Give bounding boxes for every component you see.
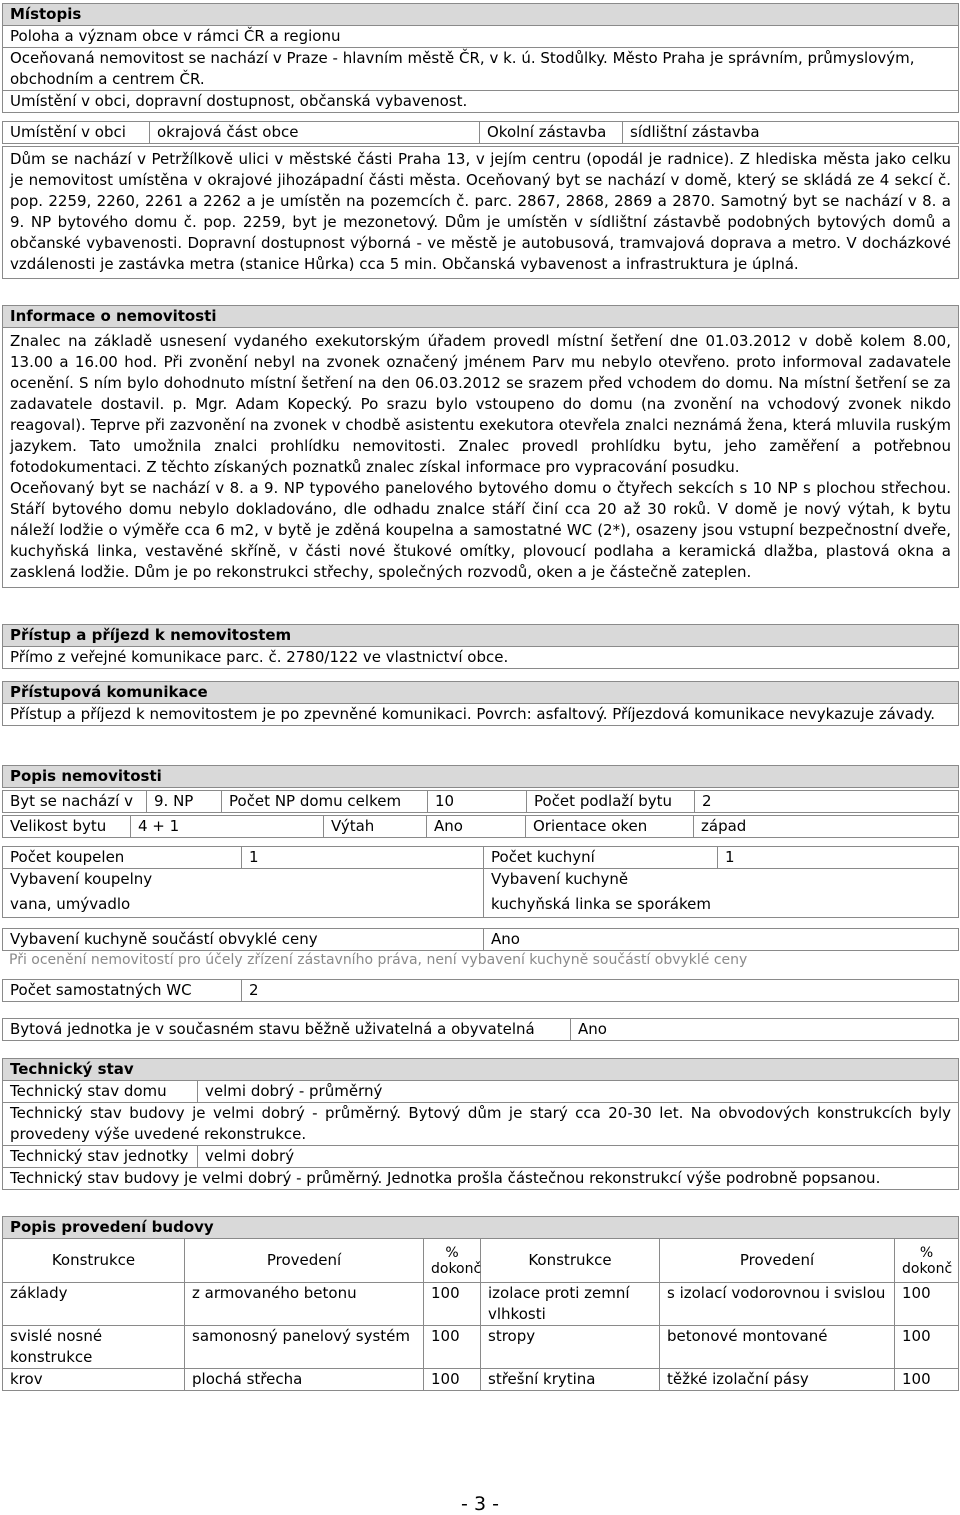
row-0-pct-2: 100 <box>895 1283 959 1326</box>
umisteni-value: okrajová část obce <box>150 122 480 144</box>
tech-jednotka-label: Technický stav jednotky <box>3 1146 198 1168</box>
byt-value: 9. NP <box>147 791 222 813</box>
col-konstrukce-2: Konstrukce <box>481 1239 660 1283</box>
technicky-section <box>2 1058 959 1190</box>
mistopis-description-table <box>2 146 959 279</box>
informace-section <box>2 305 959 588</box>
obvykle-note: Při ocenění nemovitostí pro účely zřízení zástavního práva, není vybavení kuchyně součástí obvyklé ceny <box>9 952 748 968</box>
col-pct-1 <box>424 1239 481 1283</box>
pristup-text: Přímo z veřejné komunikace parc. č. 2780/122 ve vlastnictví obce. <box>3 647 959 669</box>
row-2-pct-2: 100 <box>895 1369 959 1391</box>
kuchyni-label: Počet kuchyní <box>484 847 718 869</box>
uzivatelna-label: Bytová jednotka je v současném stavu běžně uživatelná a obyvatelná <box>3 1019 571 1041</box>
popis-heading: Popis nemovitosti <box>3 766 959 788</box>
table-row <box>3 1369 959 1391</box>
col-pct-bottom-2: dokonč <box>902 1260 953 1277</box>
row-0-konstrukce-2: izolace proti zemní vlhkosti <box>481 1283 660 1326</box>
row-0-pct-1: 100 <box>424 1283 481 1326</box>
vyb-koupelny-value: vana, umývadlo <box>10 895 131 913</box>
popis-uzivatelna <box>2 1018 959 1041</box>
obvykle-value: Ano <box>484 929 959 951</box>
row-1-pct-1: 100 <box>424 1326 481 1369</box>
tech-dum-label: Technický stav domu <box>3 1081 198 1103</box>
col-pct-bottom-1: dokonč <box>431 1260 482 1277</box>
poloha-heading: Poloha a význam obce v rámci ČR a regionu <box>3 26 959 48</box>
zastavba-label: Okolní zástavba <box>480 122 623 144</box>
vyb-kuchyne-label: Vybavení kuchyně <box>491 870 629 888</box>
vyb-kuchyne-value: kuchyňská linka se sporákem <box>491 895 711 913</box>
vytah-value: Ano <box>427 816 526 838</box>
col-konstrukce-1: Konstrukce <box>3 1239 185 1283</box>
col-provedeni-2: Provedení <box>660 1239 895 1283</box>
tech-dum-text: Technický stav budovy je velmi dobrý - průměrný. Bytový dům je starý cca 20-30 let. Na obvodových konstrukcích byly provedeny výše uvedené rekonstrukce. <box>3 1103 959 1146</box>
informace-paragraph-2: Oceňovaný byt se nachází v 8. a 9. NP typového panelového bytového domu o čtyřech sekcích s 10 NP s plochou střechou. Stáří bytového domu nebylo dokladováno, dle odhadu znalce stáří činí cca 20 až 30 roků. V domě je nový výtah, k bytu náleží lodžie o výměře cca 6 m2, v bytě je zděná koupelna a samostatné WC (2*), osazeny jsou vstupní bezpečnostní dveře, kuchyňská linka, vestavěné skříně, v části nové štukové omítky, plovoucí podlaha a keramická dlažba, plastová okna a zasklená lodžie. Dům je po rekonstrukci střechy, společných rozvodů, oken a je částečně zateplen. <box>10 479 951 581</box>
pristup-section <box>2 624 959 669</box>
row-1-provedeni-1: samonosný panelový systém <box>185 1326 424 1369</box>
popis-koupelna-kuchyne <box>2 846 959 918</box>
row-2-provedeni-1: plochá střecha <box>185 1369 424 1391</box>
informace-paragraph-1: Znalec na základě usnesení vydaného exekutorským úřadem provedl místní šetření dne 01.03.2012 v době kolem 8.00, 13.00 a 16.00 hod. Při zvonění nebyl na zvonek označený jménem Parv mu nebylo otevřeno. proto informoval zadavatele ocenění. S ním bylo dohodnuto místní šetření na den 06.03.2012 se srazem před vchodem do domu. Na místní šetření se za zadavatele dostavil. p. Mgr. Adam Kopecký. Po srazu bylo vstoupeno do domu (na zvonění na vchodový zvonek nikdo reagoval). Teprve při zazvonění na zvonek v chodbě asistentu exekutora otevřela znalci neznámá žena, která mluvila ruským jazykem. Tato umožnila znalci prohlídku nemovitosti. Znalec provedl prohlídku bytu, jeho zaměření a potřebnou fotodokumentaci. Z těchto získaných poznatků znalec získal informace pro vypracování posudku. <box>10 332 951 476</box>
komunikace-text: Přístup a příjezd k nemovitostem je po zpevněné komunikaci. Povrch: asfaltový. Příjezdová komunikace nevykazuje závady. <box>3 704 959 726</box>
velikost-label: Velikost bytu <box>3 816 131 838</box>
orientace-value: západ <box>694 816 959 838</box>
pristup-heading: Přístup a příjezd k nemovitostem <box>3 625 959 647</box>
row-2-konstrukce-2: střešní krytina <box>481 1369 660 1391</box>
poloha-text: Oceňovaná nemovitost se nachází v Praze - hlavním městě ČR, v k. ú. Stodůlky. Město Praha je správním, průmyslovým, obchodním a centrem ČR. <box>3 48 959 91</box>
row-0-provedeni-1: z armovaného betonu <box>185 1283 424 1326</box>
page-number: - 3 - <box>461 1493 499 1515</box>
col-pct-top-2: % <box>919 1244 934 1261</box>
wc-label: Počet samostatných WC <box>3 980 242 1002</box>
popis-row-2 <box>2 815 959 838</box>
tech-jednotka-value: velmi dobrý <box>198 1146 959 1168</box>
table-row <box>3 1283 959 1326</box>
tech-jednotka-text: Technický stav budovy je velmi dobrý - průměrný. Jednotka prošla částečnou rekonstrukcí výše podrobně popsanou. <box>3 1168 959 1190</box>
technicky-heading: Technický stav <box>3 1059 959 1081</box>
uzivatelna-value: Ano <box>571 1019 959 1041</box>
mistopis-description: Dům se nachází v Petržílkově ulici v městské části Praha 13, v jejím centru (opodál je radnice). Z hlediska města jako celku je nemovitost umístěna v okrajové jihozápadní části města. Oceňovaný byt se nachází v domě, který se skládá ze 4 sekcí č. pop. 2259, 2260, 2261 a 2262 a je umístěn na pozemcích č. parc. 2867, 2868, 2869 a 2870. Samotný byt se nachází v 8. a 9. NP bytového domu č. pop. 2259, byt je mezonetový. Dům je umístěn v sídlištní zástavbě podobných bytových domů a občanské vybavenosti. Dopravní dostupnost výborná - ve městě je autobusová, tramvajová doprava a metro. V docházkové vzdálenosti je zastávka metra (stanice Hůrka) cca 5 min. Občanská vybavenost a infrastruktura je úplná. <box>3 147 959 279</box>
row-1-konstrukce-2: stropy <box>481 1326 660 1369</box>
row-0-konstrukce-1: základy <box>3 1283 185 1326</box>
komunikace-heading: Přístupová komunikace <box>3 682 959 704</box>
vytah-label: Výtah <box>324 816 427 838</box>
popis-obvykle <box>2 928 959 951</box>
row-2-pct-1: 100 <box>424 1369 481 1391</box>
mistopis-section <box>2 3 959 113</box>
provedeni-section <box>2 1216 959 1391</box>
pocet-np-label: Počet NP domu celkem <box>222 791 428 813</box>
row-1-pct-2: 100 <box>895 1326 959 1369</box>
koupelen-label: Počet koupelen <box>3 847 242 869</box>
koupelen-value: 1 <box>242 847 484 869</box>
zastavba-value: sídlištní zástavba <box>623 122 959 144</box>
umisteni-label: Umístění v obci <box>3 122 150 144</box>
provedeni-heading: Popis provedení budovy <box>3 1217 959 1239</box>
popis-wc <box>2 979 959 1002</box>
table-row <box>3 1326 959 1369</box>
row-1-provedeni-2: betonové montované <box>660 1326 895 1369</box>
tech-dum-value: velmi dobrý - průměrný <box>198 1081 959 1103</box>
podlazi-value: 2 <box>695 791 959 813</box>
umisteni-table <box>2 121 959 144</box>
podlazi-label: Počet podlaží bytu <box>527 791 695 813</box>
kuchyni-value: 1 <box>718 847 959 869</box>
pocet-np-value: 10 <box>428 791 527 813</box>
col-pct-2 <box>895 1239 959 1283</box>
komunikace-section <box>2 681 959 726</box>
wc-value: 2 <box>242 980 959 1002</box>
orientace-label: Orientace oken <box>526 816 694 838</box>
velikost-value: 4 + 1 <box>131 816 324 838</box>
row-1-konstrukce-1: svislé nosné konstrukce <box>3 1326 185 1369</box>
col-pct-top-1: % <box>445 1244 459 1261</box>
informace-heading: Informace o nemovitosti <box>3 306 959 328</box>
obvykle-label: Vybavení kuchyně součástí obvyklé ceny <box>3 929 484 951</box>
byt-label: Byt se nachází v <box>3 791 147 813</box>
row-2-provedeni-2: těžké izolační pásy <box>660 1369 895 1391</box>
umisteni-heading: Umístění v obci, dopravní dostupnost, občanská vybavenost. <box>3 91 959 113</box>
col-provedeni-1: Provedení <box>185 1239 424 1283</box>
popis-row-1 <box>2 790 959 813</box>
popis-section <box>2 765 959 788</box>
row-0-provedeni-2: s izolací vodorovnou i svislou <box>660 1283 895 1326</box>
vyb-koupelny-label: Vybavení koupelny <box>10 870 153 888</box>
mistopis-heading: Místopis <box>3 4 959 26</box>
row-2-konstrukce-1: krov <box>3 1369 185 1391</box>
